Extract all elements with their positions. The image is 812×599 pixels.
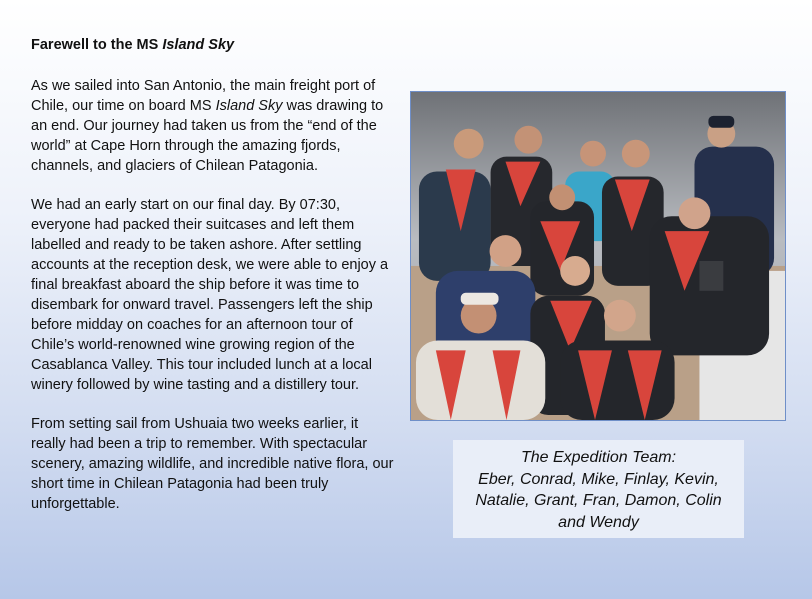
paragraph-1-ship-name: Island Sky [215,97,283,114]
article-title [31,37,234,53]
photo-caption [453,440,744,538]
caption-names-line-1: Eber, Conrad, Mike, Finlay, Kevin, [478,470,719,488]
caption-names-line-2: Natalie, Grant, Fran, Damon, Colin [475,492,722,510]
article-body [31,77,396,535]
title-ship-name: Island Sky [162,37,235,53]
caption-heading: The Expedition Team: [520,449,677,466]
paragraph-1-end: was drawing to an end. Our journey had taken us from the “end of the world” at Cape Horn through the amazing fjords, channels, and glaciers of Chilean Patagonia. [31,97,384,174]
paragraph-2: We had an early start on our final day. By 07:30, everyone had packed their suitcases and left them labelled and ready to be taken ashore. After settling accounts at the reception desk, we were able to enjoy a final breakfast aboard the ship before it was time to disembark for onward travel. Passengers left the ship before midday on coaches for an afternoon tour of Chile’s world-renowned wine growing region of the Casablanca Valley. This tour included lunch at a local winery followed by wine tasting and a distillery tour. [31,197,389,393]
caption-names-line-3: and Wendy [558,514,639,532]
title-prefix: Farewell to the MS [31,37,163,53]
team-photo [410,91,786,421]
paragraph-3: From setting sail from Ushuaia two weeks earlier, it really had been a trip to remember. With spectacular scenery, amazing wildlife, and incredible native flora, our short time in Chilean Patagonia had been truly unforgettable. [31,416,394,512]
paragraph-1-start: As we sailed into San Antonio, the main freight port of Chile, our time on board MS [31,78,376,114]
team-photo-illustration [411,92,785,420]
paragraph-1 [31,77,396,177]
